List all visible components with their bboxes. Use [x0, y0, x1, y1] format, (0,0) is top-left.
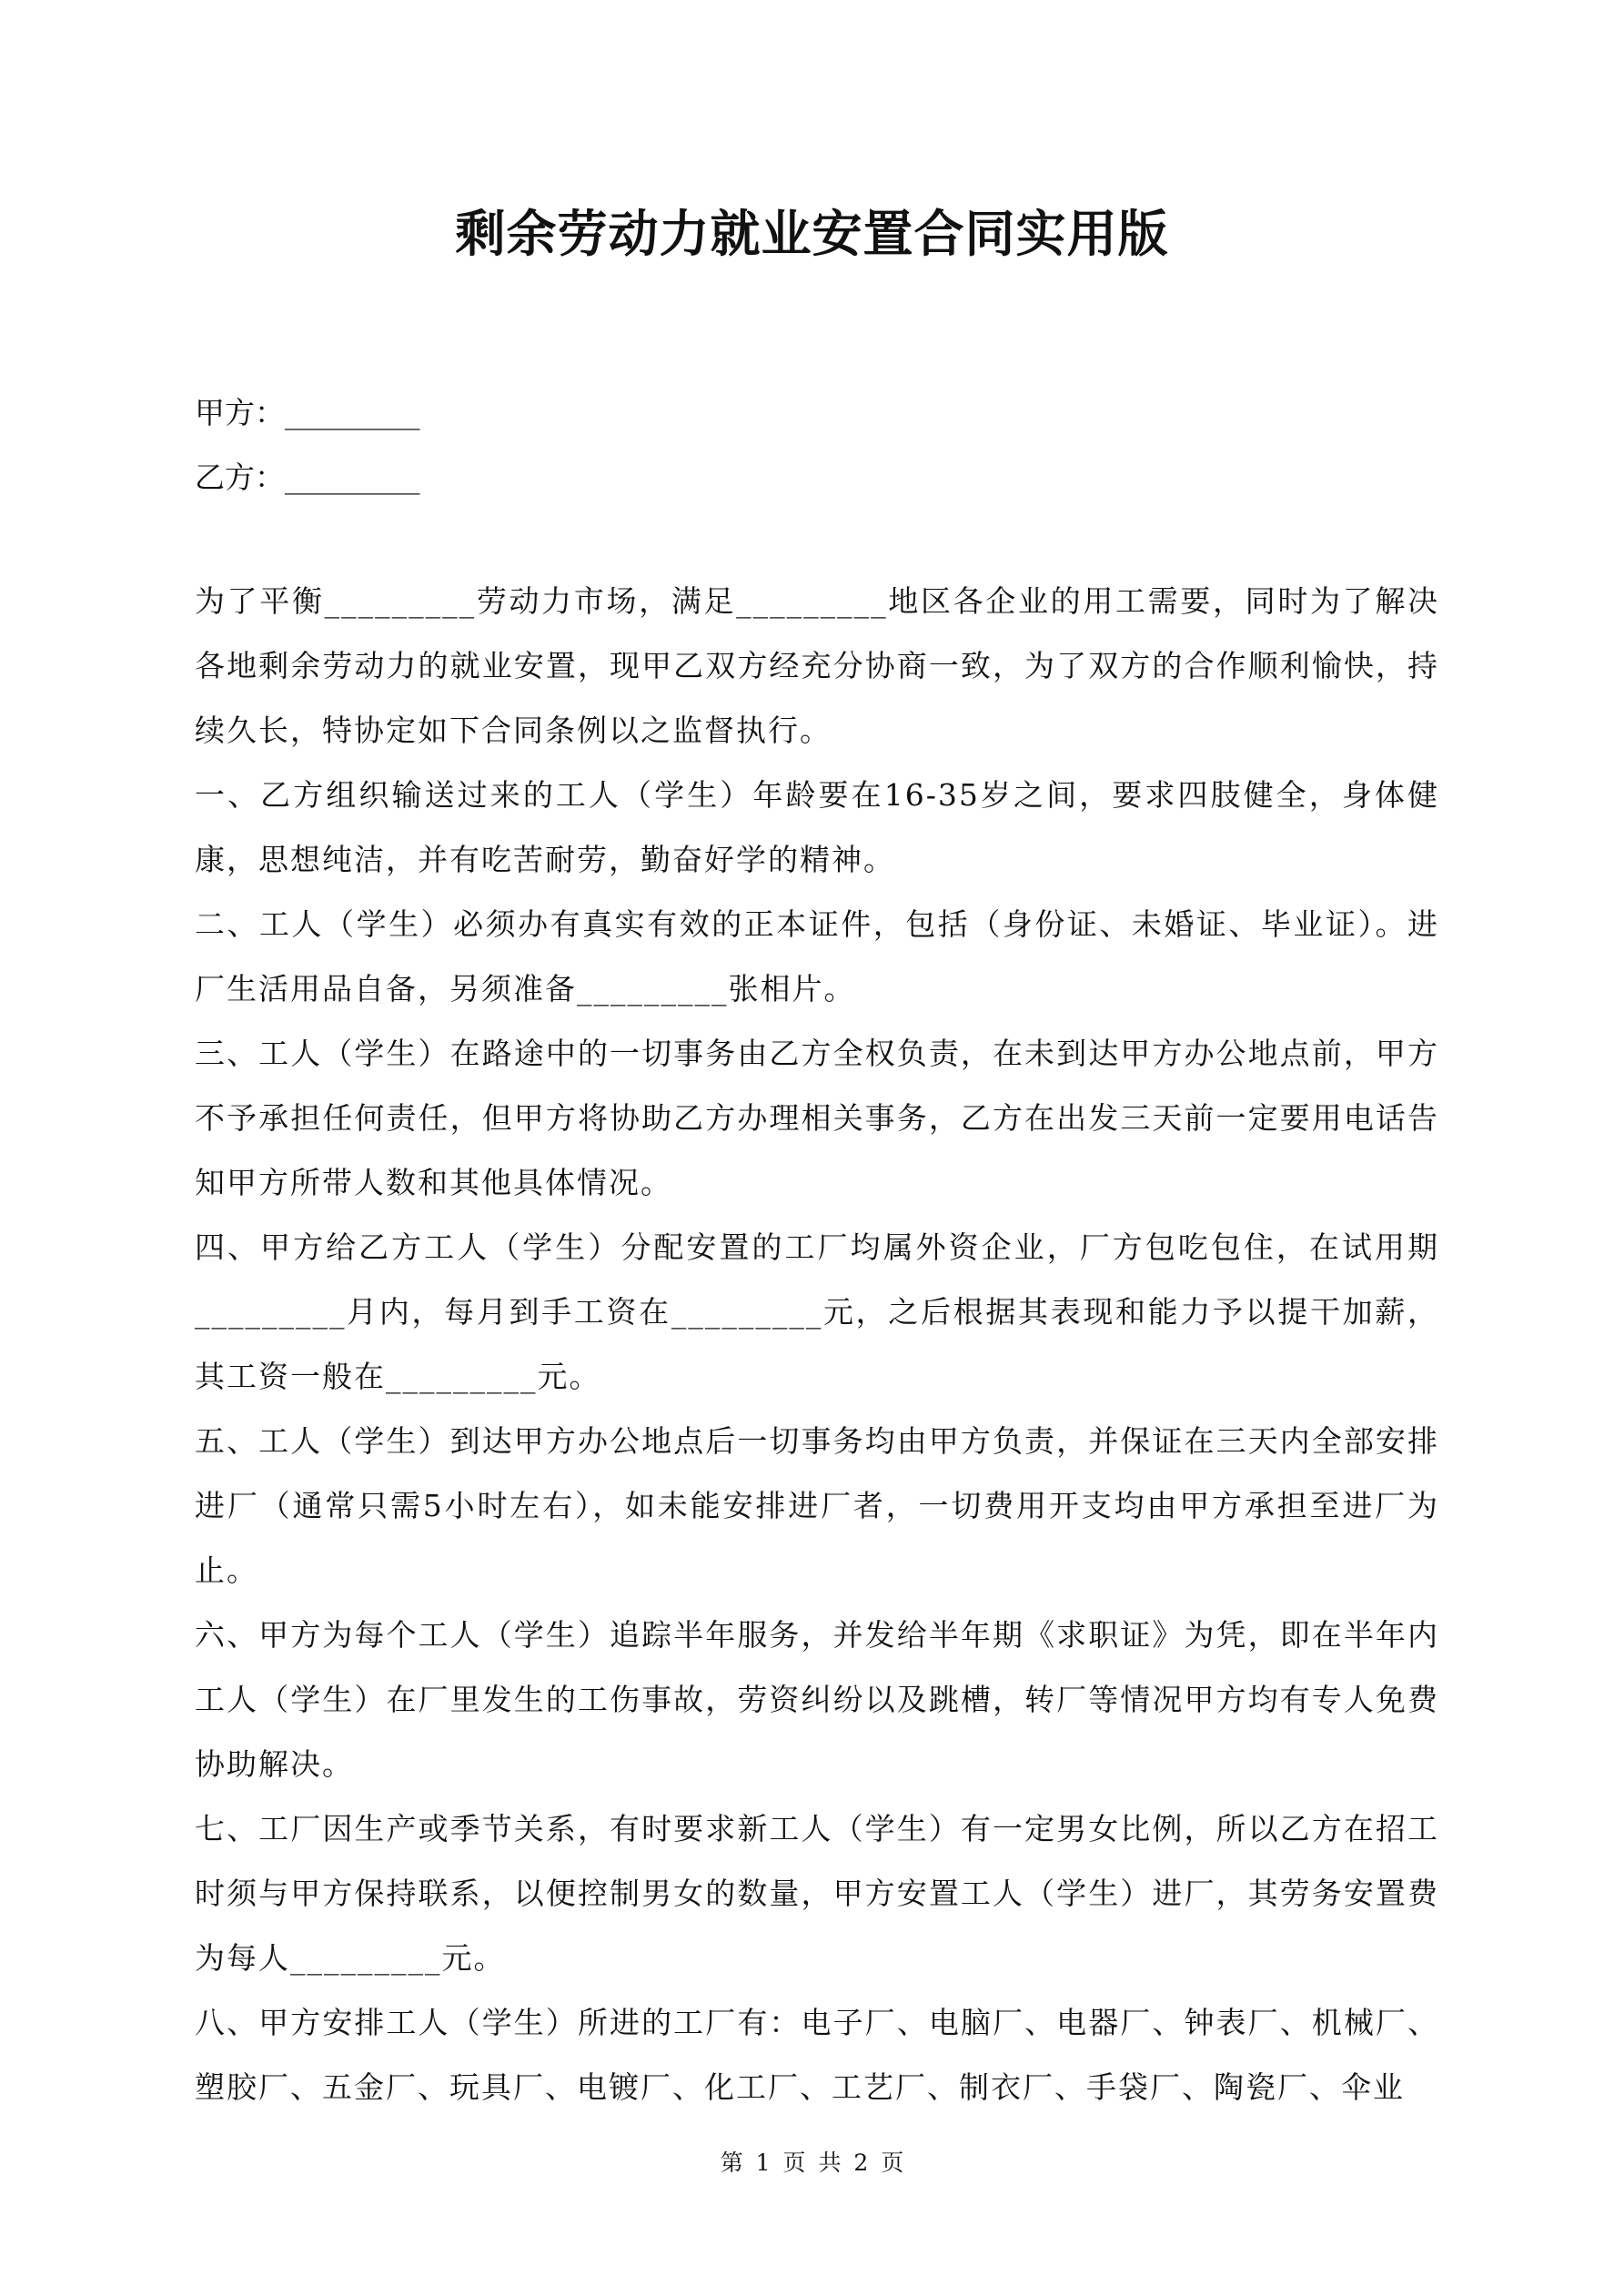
page-footer: 第 1 页 共 2 页	[720, 2149, 904, 2176]
clause-6: 六、甲方为每个工人（学生）追踪半年服务，并发给半年期《求职证》为凭，即在半年内工人（学生）在厂里发生的工伤事故，劳资纠纷以及跳槽，转厂等情况甲方均有专人免费协助解决。	[195, 1617, 1439, 1782]
clause-2: 二、工人（学生）必须办有真实有效的正本证件，包括（身份证、未婚证、毕业证）。进厂生活用品自备，另须准备_________张相片。	[195, 906, 1439, 1006]
contract-body	[195, 569, 1439, 2119]
clause-5: 五、工人（学生）到达甲方办公地点后一切事务均由甲方负责，并保证在三天内全部安排进厂（通常只需5小时左右），如未能安排进厂者，一切费用开支均由甲方承担至进厂为止。	[195, 1423, 1439, 1588]
preamble-paragraph: 为了平衡_________劳动力市场，满足_________地区各企业的用工需要，同时为了解决各地剩余劳动力的就业安置，现甲乙双方经充分协商一致，为了双方的合作顺利愉快，持续久长，特协定如下合同条例以之监督执行。	[195, 583, 1439, 748]
clause-1: 一、乙方组织输送过来的工人（学生）年龄要在16-35岁之间，要求四肢健全，身体健康，思想纯洁，并有吃苦耐劳，勤奋好学的精神。	[195, 777, 1439, 877]
document-title: 剩余劳动力就业安置合同实用版	[455, 205, 1169, 263]
party-a-line: 甲方：_________	[195, 395, 420, 430]
party-b-line: 乙方：_________	[195, 460, 420, 495]
clause-4: 四、甲方给乙方工人（学生）分配安置的工厂均属外资企业，厂方包吃包住，在试用期_________月内，每月到手工资在_________元，之后根据其表现和能力予以提干加薪，其工资一般在_________元。	[195, 1229, 1439, 1394]
clause-8: 八、甲方安排工人（学生）所进的工厂有：电子厂、电脑厂、电器厂、钟表厂、机械厂、塑胶厂、五金厂、玩具厂、电镀厂、化工厂、工艺厂、制衣厂、手袋厂、陶瓷厂、伞业	[195, 2005, 1439, 2105]
clause-3: 三、工人（学生）在路途中的一切事务由乙方全权负责，在未到达甲方办公地点前，甲方不予承担任何责任，但甲方将协助乙方办理相关事务，乙方在出发三天前一定要用电话告知甲方所带人数和其他具体情况。	[195, 1036, 1439, 1200]
clause-7: 七、工厂因生产或季节关系，有时要求新工人（学生）有一定男女比例，所以乙方在招工时须与甲方保持联系，以便控制男女的数量，甲方安置工人（学生）进厂，其劳务安置费为每人_________元。	[195, 1811, 1439, 1976]
